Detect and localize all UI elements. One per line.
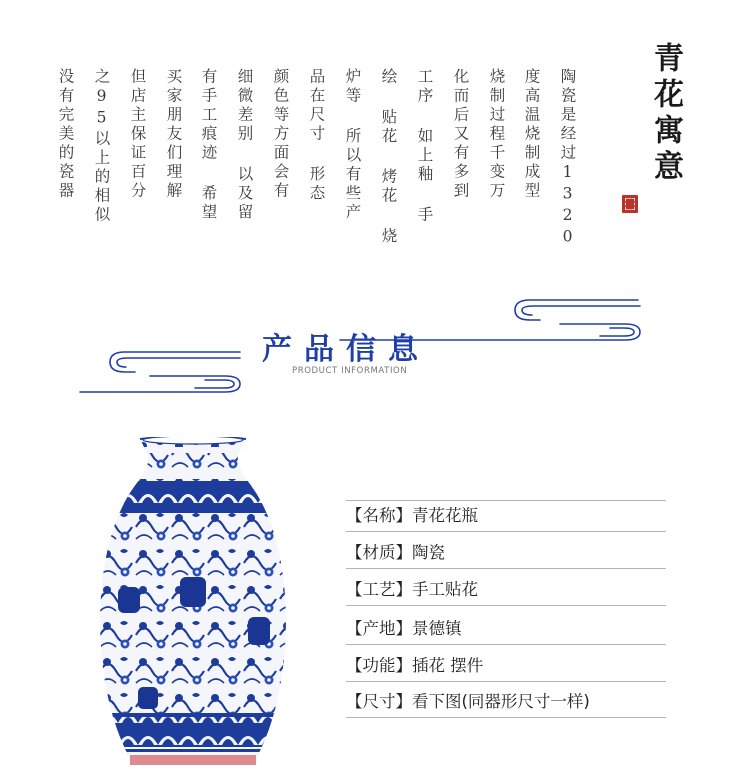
info-row-material [346, 538, 666, 569]
poem-column-9: 颜色等方面会有 [271, 68, 290, 201]
seal-stamp-icon [622, 195, 638, 213]
info-value: 陶瓷 [412, 543, 445, 562]
info-row-size [346, 687, 666, 718]
info-value: 看下图(同器形尺寸一样) [412, 692, 590, 711]
section-title: 产品信息 [262, 332, 430, 367]
info-row-craft [346, 575, 666, 606]
poem-column-3: 烧制过程千变万 [487, 68, 506, 201]
info-value: 手工贴花 [412, 580, 478, 599]
info-row-function [346, 651, 666, 682]
poem-column-11: 有手工痕迹 希望 [199, 68, 218, 223]
info-value: 青花花瓶 [412, 506, 478, 525]
poem-column-10: 细微差别 以及留 [235, 68, 254, 223]
poem-column-8: 品在尺寸 形态 [307, 68, 326, 204]
poem-column-15: 没有完美的瓷器 [56, 68, 75, 201]
poem-column-13: 但店主保证百分 [128, 68, 147, 201]
info-label: 【尺寸】 [346, 692, 412, 711]
info-label: 【工艺】 [346, 580, 412, 599]
poem-column-7: 炉等 所以有些产 [343, 68, 362, 223]
porcelain-vase-icon [98, 437, 288, 767]
poem-column-2: 度高温烧制成型 [522, 68, 541, 201]
info-row-origin [346, 614, 666, 645]
info-label: 【产地】 [346, 619, 412, 638]
poem-column-14: 之95以上的相似 [92, 68, 111, 225]
section-subtitle: PRODUCT INFORMATION [292, 366, 408, 376]
poem-column-5: 工序 如上釉 手 [415, 68, 434, 225]
info-label: 【功能】 [346, 656, 412, 675]
info-label: 【名称】 [346, 506, 412, 525]
poem-column-4: 化而后又有多到 [451, 68, 470, 201]
poem-column-12: 买家朋友们理解 [164, 68, 183, 201]
info-label: 【材质】 [346, 543, 412, 562]
info-row-name [346, 501, 666, 532]
poem-column-1: 陶瓷是经过1320 [558, 68, 577, 249]
info-value: 景德镇 [412, 619, 462, 638]
info-value: 插花 摆件 [412, 656, 484, 675]
poem-title: 青花寓意 [648, 42, 683, 186]
poem-column-6: 绘 贴花 烤花 烧 [379, 68, 398, 247]
